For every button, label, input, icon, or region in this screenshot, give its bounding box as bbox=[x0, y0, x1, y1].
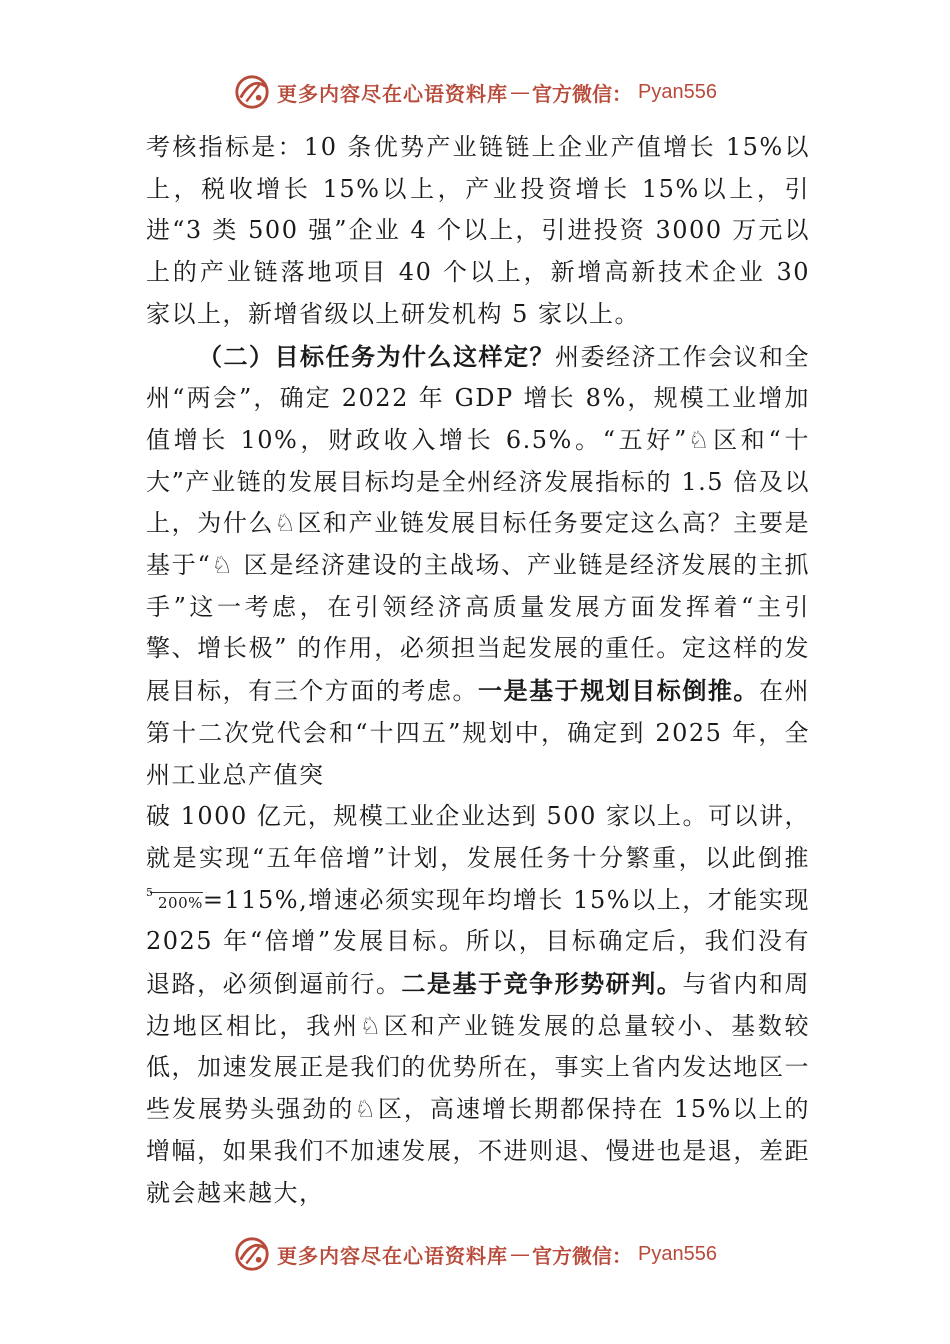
paragraph-3-text-3: 与省内和周边地区相比，我州♘区和产业链发展的总量较小、基数较低，加速发展正是我们的优势所在，事实上省内发达地区一些发展势头强劲的♘区，高速增长期都保持在 15%以上的增幅，如果我们不加速发展，不进则退、慢进也是退，差距就会越来越大， bbox=[146, 970, 811, 1207]
header-wechat-label: 官方微信： bbox=[532, 81, 633, 106]
library-logo-icon bbox=[233, 1235, 271, 1273]
footer-wechat-label: 官方微信： bbox=[532, 1243, 633, 1268]
root-index: 5 bbox=[146, 885, 154, 899]
footer-banner bbox=[0, 1232, 950, 1276]
paragraph-1: 考核指标是：10 条优势产业链链上企业产值增长 15%以上，税收增长 15%以上，产业投资增长 15%以上，引进“3 类 500 强”企业 4 个以上，引进投资 3000 万元以上的产业链落地项目 40 个以上，新增高新技术企业 30 家以上，新增省级以上研发机构 5 家以上。 bbox=[146, 133, 810, 328]
document-body bbox=[146, 127, 810, 1214]
paragraph-3-text-2: =115%,增速必须实现年均增长 15%以上，才能实现 2025 年“倍增”发展目标。所以，目标确定后，我们没有退路，必须倒逼前行。 bbox=[146, 885, 810, 999]
section-heading: （二）目标任务为什么这样定？ bbox=[198, 341, 555, 371]
footer-dash: — bbox=[510, 1242, 531, 1266]
paragraph-2-text-1: 州委经济工作会议和全州“两会”，确定 2022 年 GDP 增长 8%，规模工业增加值增长 10%，财政收入增长 6.5%。“五好”♘区和“十大”产业链的发展目标均是全州经济发展指标的 1.5 倍及以上，为什么♘区和产业链发展目标任务要定这么高？主要是基于“♘ 区是经济建设的主战场、产业链是经济发展的主抓手”这一考虑，在引领经济高质量发展方面发挥着“主引擎、增长极” 的作用，必须担当起发展的重任。定这样的发展目标，有三个方面的考虑。 bbox=[146, 342, 810, 706]
header-wechat-id: Pyan556 bbox=[638, 80, 717, 103]
point-one-heading: 一是基于规划目标倒推。 bbox=[478, 676, 759, 706]
root-expression bbox=[146, 885, 203, 913]
paragraph-2-text-2: 在州第十二次党代会和“十四五”规划中，确定到 2025 年，全州工业总产值突 bbox=[146, 677, 811, 789]
root-value: 200% bbox=[158, 893, 203, 912]
point-two-heading: 二是基于竞争形势研判。 bbox=[401, 969, 683, 999]
header-banner bbox=[0, 70, 950, 114]
paragraph-3 bbox=[146, 796, 810, 1214]
paragraph-3-text-1: 破 1000 亿元，规模工业企业达到 500 家以上。可以讲，就是实现“五年倍增”计划，发展任务十分繁重，以此倒推 bbox=[146, 802, 810, 872]
header-slogan: 更多内容尽在心语资料库 bbox=[277, 81, 509, 106]
library-logo-icon bbox=[233, 73, 271, 111]
header-dash: — bbox=[510, 80, 531, 104]
paragraph-2 bbox=[146, 336, 810, 797]
footer-wechat-id: Pyan556 bbox=[638, 1242, 717, 1265]
footer-slogan: 更多内容尽在心语资料库 bbox=[277, 1243, 509, 1268]
